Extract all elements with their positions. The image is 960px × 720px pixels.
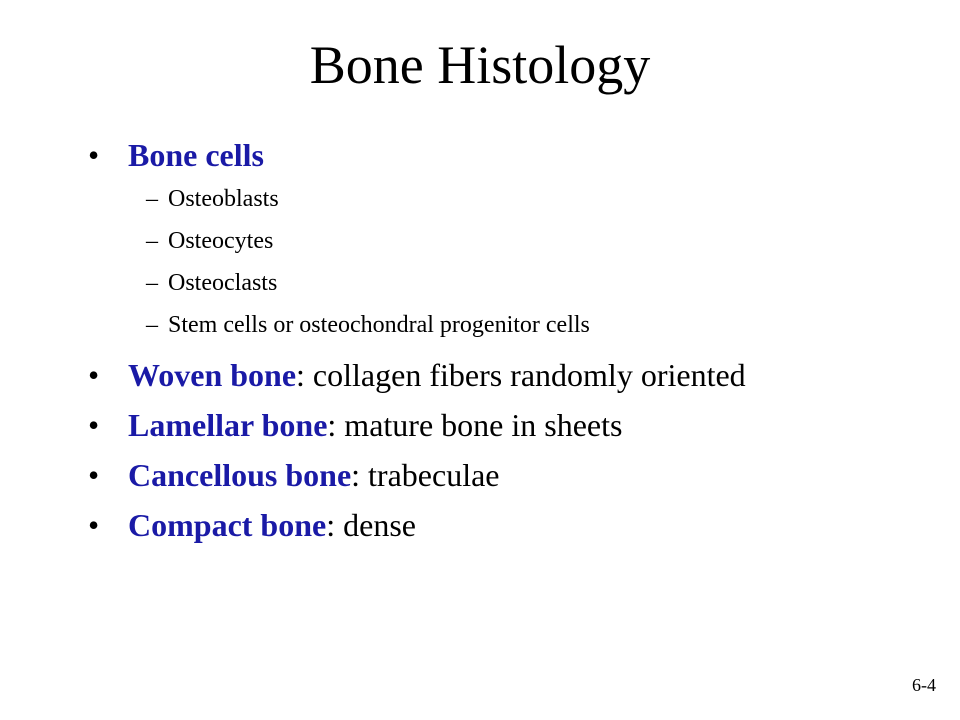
bullet-compact-bone bbox=[88, 502, 928, 548]
bullet-bone-cells bbox=[88, 132, 928, 178]
bullet-cancellous-bone bbox=[88, 452, 928, 498]
sub-item-label: Osteocytes bbox=[168, 228, 274, 254]
bullet-list bbox=[88, 132, 928, 548]
sub-item-label: Osteoblasts bbox=[168, 186, 279, 212]
dash-icon: – bbox=[146, 270, 158, 296]
bullet-dot-icon: • bbox=[88, 457, 100, 493]
slide-title: Bone Histology bbox=[309, 35, 651, 95]
page-number: 6-4 bbox=[912, 675, 936, 695]
bullet-description: : dense bbox=[326, 507, 416, 543]
sub-item bbox=[146, 178, 928, 220]
sub-item bbox=[146, 262, 928, 304]
bullet-description: : collagen fibers randomly oriented bbox=[296, 357, 746, 393]
bullet-dot-icon: • bbox=[88, 357, 100, 393]
sub-item-label: Stem cells or osteochondral progenitor cells bbox=[168, 312, 590, 338]
bullet-term: Cancellous bone bbox=[128, 457, 352, 493]
bullet-description: : trabeculae bbox=[351, 457, 500, 493]
bullet-description: : mature bone in sheets bbox=[327, 407, 623, 443]
bullet-term: Bone cells bbox=[128, 137, 264, 173]
sub-item bbox=[146, 220, 928, 262]
dash-icon: – bbox=[146, 228, 158, 254]
bullet-term: Lamellar bone bbox=[128, 407, 328, 443]
bullet-dot-icon: • bbox=[88, 507, 100, 543]
bullet-term: Woven bone bbox=[128, 357, 297, 393]
bullet-term: Compact bone bbox=[128, 507, 327, 543]
dash-icon: – bbox=[146, 312, 158, 338]
dash-icon: – bbox=[146, 186, 158, 212]
bullet-dot-icon: • bbox=[88, 137, 100, 173]
bullet-dot-icon: • bbox=[88, 407, 100, 443]
sub-item bbox=[146, 304, 928, 346]
sub-item-label: Osteoclasts bbox=[168, 270, 278, 296]
sub-list-bone-cells bbox=[88, 178, 928, 346]
bullet-woven-bone bbox=[88, 352, 928, 398]
bullet-lamellar-bone bbox=[88, 402, 928, 448]
